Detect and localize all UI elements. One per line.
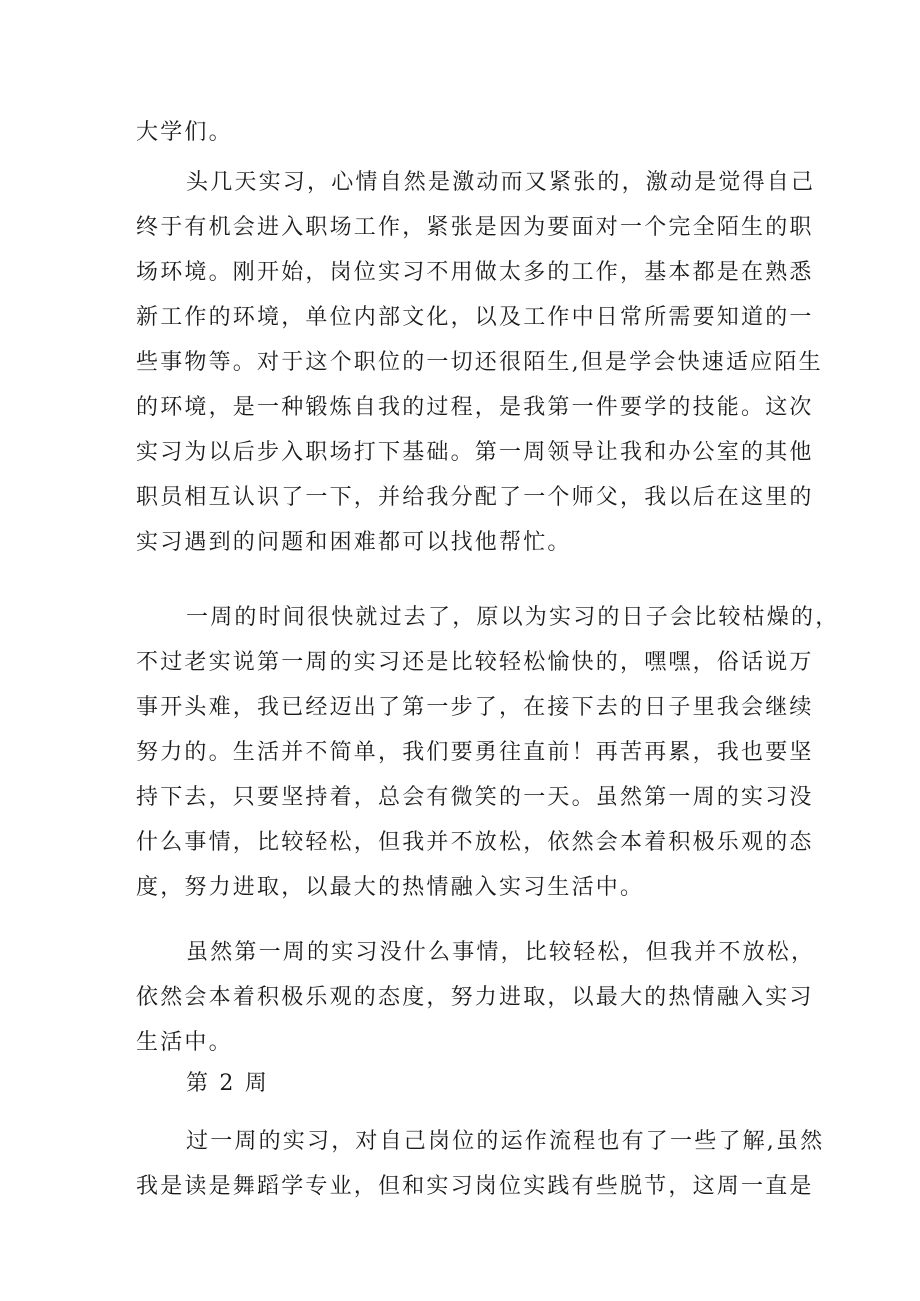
text-line: 持下去，只要坚持着，总会有微笑的一天。虽然第一周的实习没 bbox=[136, 785, 814, 810]
paragraph-first-week bbox=[136, 595, 840, 910]
text-line: 头几天实习，心情自然是激动而又紧张的，激动是觉得自己 bbox=[186, 170, 816, 195]
text-line: 大学们。 bbox=[136, 120, 233, 145]
paragraph-week-2 bbox=[136, 1119, 825, 1209]
text-line: 终于有机会进入职场工作，紧张是因为要面对一个完全陌生的职 bbox=[136, 215, 814, 240]
text-line: 生活中。 bbox=[136, 1030, 233, 1055]
text-line: 新工作的环境，单位内部文化，以及工作中日常所需要知道的一 bbox=[136, 305, 814, 330]
text-line: 场环境。刚开始，岗位实习不用做太多的工作，基本都是在熟悉 bbox=[136, 260, 814, 285]
text-line: 事开头难，我已经迈出了第一步了，在接下去的日子里我会继续 bbox=[136, 695, 814, 720]
text-line: 实习遇到的问题和困难都可以找他帮忙。 bbox=[136, 530, 572, 555]
text-line: 不过老实说第一周的实习还是比较轻松愉快的，嘿嘿，俗话说万 bbox=[136, 650, 814, 675]
text-line: 虽然第一周的实习没什么事情，比较轻松，但我并不放松， bbox=[186, 940, 816, 965]
paragraph-continuation bbox=[136, 110, 796, 155]
text-line: 依然会本着积极乐观的态度，努力进取，以最大的热情融入实习 bbox=[136, 985, 814, 1010]
text-line: 度，努力进取，以最大的热情融入实习生活中。 bbox=[136, 875, 645, 900]
week-2-heading bbox=[136, 1061, 796, 1106]
text-line: 的环境，是一种锻炼自我的过程，是我第一件要学的技能。这次 bbox=[136, 395, 814, 420]
section-heading: 第 2 周 bbox=[186, 1071, 269, 1096]
text-line: 努力的。生活并不简单，我们要勇往直前！再苦再累，我也要坚 bbox=[136, 740, 814, 765]
text-line: 实习为以后步入职场打下基础。第一周领导让我和办公室的其他 bbox=[136, 440, 814, 465]
text-line: 我是读是舞蹈学专业，但和实习岗位实践有些脱节，这周一直是 bbox=[136, 1174, 814, 1199]
paragraph-first-days bbox=[136, 160, 823, 565]
text-line: 过一周的实习，对自己岗位的运作流程也有了一些了解,虽然 bbox=[186, 1129, 825, 1154]
paragraph-summary bbox=[136, 930, 816, 1065]
text-line: 职员相互认识了一下，并给我分配了一个师父，我以后在这里的 bbox=[136, 485, 814, 510]
text-line: 一周的时间很快就过去了，原以为实习的日子会比较枯燥的， bbox=[186, 605, 840, 630]
text-line: 什么事情，比较轻松，但我并不放松，依然会本着积极乐观的态 bbox=[136, 830, 814, 855]
text-line: 些事物等。对于这个职位的一切还很陌生,但是学会快速适应陌生 bbox=[136, 350, 823, 375]
